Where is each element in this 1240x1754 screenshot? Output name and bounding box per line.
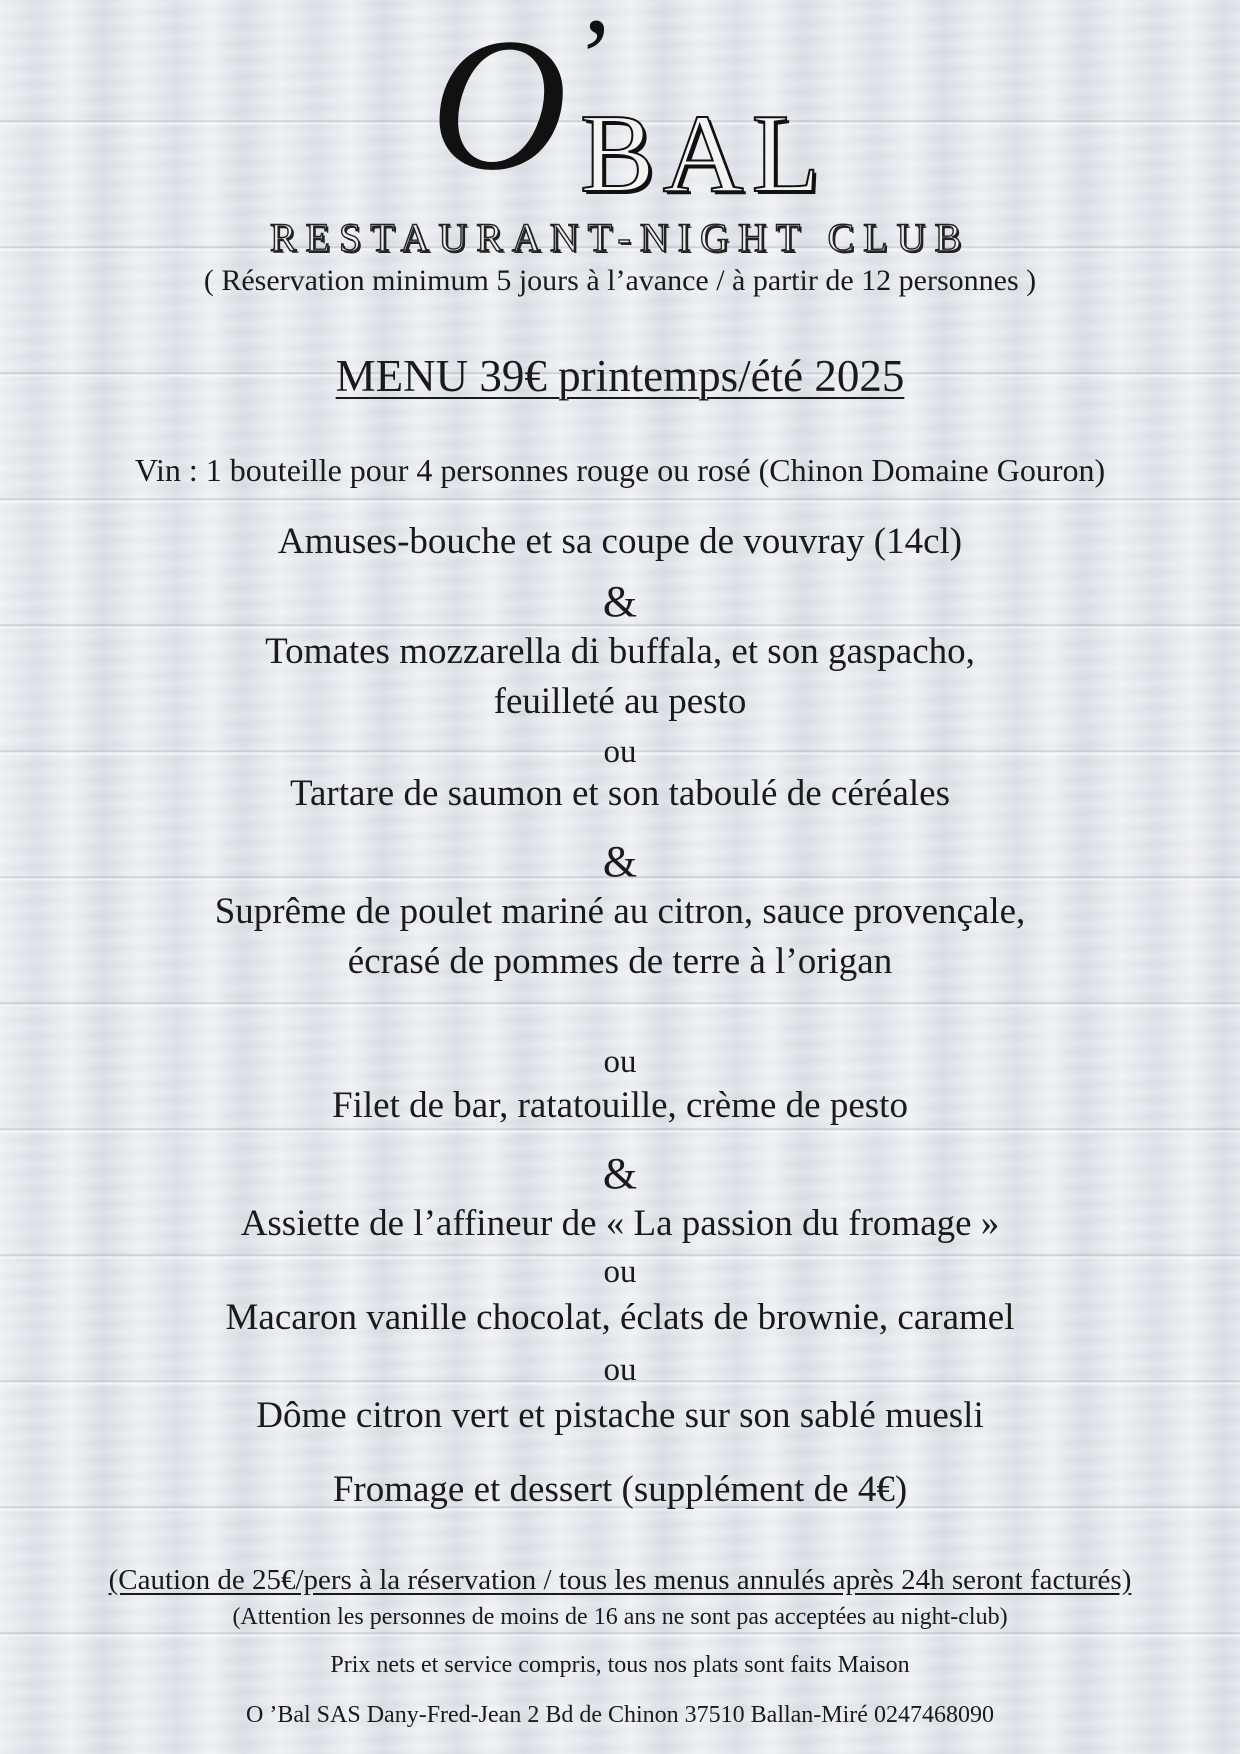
logo-letter-o: O <box>430 0 568 210</box>
reservation-note: ( Réservation minimum 5 jours à l’avance / à partir de 12 personnes ) <box>203 264 1037 297</box>
caution-note: (Caution de 25€/pers à la réservation / tous les menus annulés après 24h seront facturés) <box>108 1564 1132 1596</box>
course-separator: & <box>602 1149 638 1198</box>
age-note: (Attention les personnes de moins de 16 ans ne sont pas acceptées au night-club) <box>232 1604 1008 1630</box>
starter-1-line-2: feuilleté au pesto <box>493 681 747 722</box>
course-separator: & <box>602 577 638 626</box>
or-separator: ou <box>603 1352 637 1388</box>
main-2-line: Filet de bar, ratatouille, crème de pesto <box>332 1085 908 1126</box>
logo-apostrophe: ’ <box>578 0 615 118</box>
address-line: O ’Bal SAS Dany-Fred-Jean 2 Bd de Chinon 37510 Ballan-Miré 0247468090 <box>246 1702 994 1728</box>
course-separator: & <box>602 837 638 886</box>
aperitif-line: Amuses-bouche et sa coupe de vouvray (14cl) <box>277 521 963 562</box>
logo-word-bal: BAL <box>580 92 828 216</box>
restaurant-subtitle: RESTAURANT-NIGHT CLUB <box>269 215 971 260</box>
dessert-2-line: Macaron vanille chocolat, éclats de brownie, caramel <box>225 1297 1015 1338</box>
menu-title: MENU 39€ printemps/été 2025 <box>335 351 905 401</box>
main-1-line-1: Suprême de poulet mariné au citron, sauce provençale, <box>214 891 1026 932</box>
starter-2-line: Tartare de saumon et son taboulé de céréales <box>289 773 951 814</box>
or-separator: ou <box>603 734 637 770</box>
main-1-line-2: écrasé de pommes de terre à l’origan <box>347 941 893 982</box>
starter-1-line-1: Tomates mozzarella di buffala, et son gaspacho, <box>265 631 975 672</box>
dessert-1-line: Assiette de l’affineur de « La passion du fromage » <box>240 1203 1000 1244</box>
or-separator: ou <box>603 1254 637 1290</box>
prices-note: Prix nets et service compris, tous nos plats sont faits Maison <box>330 1652 910 1678</box>
wine-line: Vin : 1 bouteille pour 4 personnes rouge ou rosé (Chinon Domaine Gouron) <box>134 452 1106 488</box>
obal-logo <box>430 0 850 216</box>
or-separator: ou <box>603 1044 637 1080</box>
dessert-3-line: Dôme citron vert et pistache sur son sablé muesli <box>256 1395 984 1436</box>
supplement-line: Fromage et dessert (supplément de 4€) <box>332 1469 908 1510</box>
